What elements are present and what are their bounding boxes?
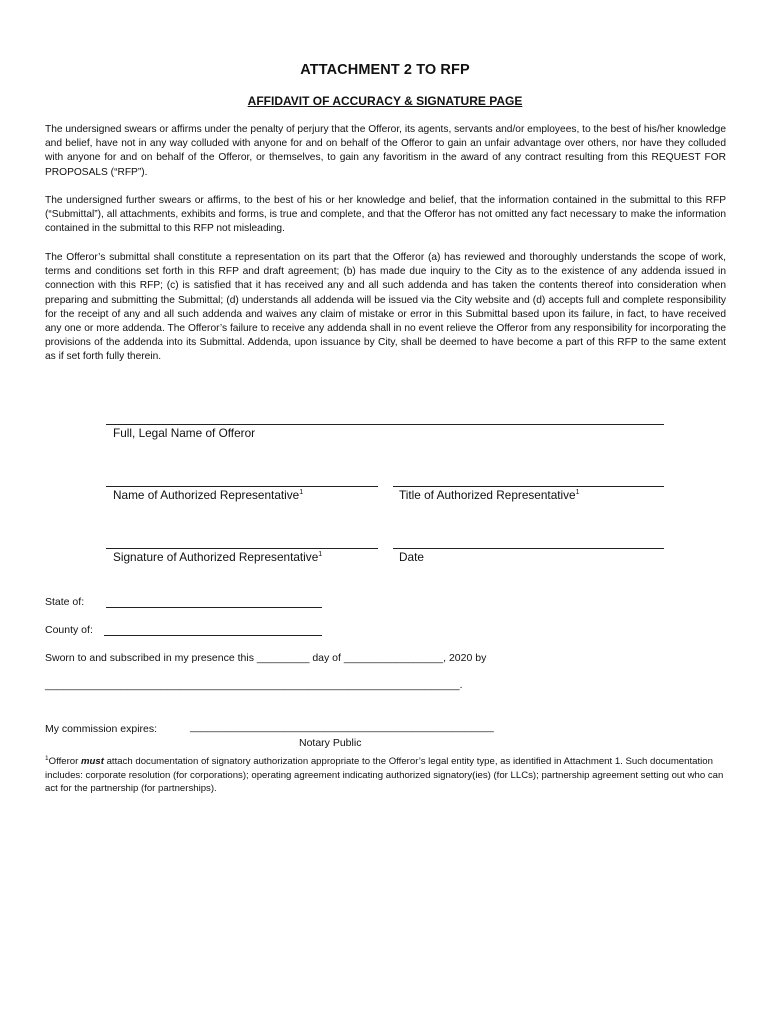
footnote-number: 1 — [45, 754, 49, 762]
paragraph-accuracy: The undersigned further swears or affirms, to the best of his or her knowledge and belief, that the information contained in the submittal to this RFP (“Submittal”), all attachments, exhibits and forms, is true and complete, and that the Offeror has not omitted any fact necessary to make the information contained in the submittal to this RFP not misleading. — [45, 195, 726, 235]
footnote-emphasis: must — [80, 756, 104, 767]
rep-name-signature-line[interactable] — [106, 486, 378, 487]
county-label: County of: — [45, 624, 93, 636]
paragraph-addenda: The Offeror’s submittal shall constitute a representation on its part that the Offeror (a) has reviewed and thoroughly understands the scope of work, terms and conditions set forth in this RFP and draft agreement; (b) has made due inquiry to the City as to the existence of any addenda issued in connection with this RFP; (c) is satisfied that it has received any and all such addenda and has taken the contents thereof into consideration when preparing and submitting the Submittal; (d) understands all addenda will be issued via the City website and (d) accepts full and complete responsibility for the receipt of any and all such addenda and waives any claim of mistake or error in this Submittal based upon its failure, in fact, to have received any one or more addenda. The Offeror’s failure to receive any addenda shall in no event relieve the Offeror from any responsibility for incorporating the provisions of the addenda into its Submittal. Addenda, upon issuance by City, shall be deemed to have become a part of this RFP to the same extent as if set forth fully therein. — [45, 252, 726, 363]
page-subtitle: AFFIDAVIT OF ACCURACY & SIGNATURE PAGE — [247, 94, 523, 108]
date-signature-line[interactable] — [393, 548, 664, 549]
footnote: $^1$Offeror must attach documentation of signatory authorization appropriate to the Offeror’s legal entity type, as identified in Attachment 1. Such documentation includes: corporate resolution (for corporations); operating agreement indicating authorized signatory(ies) (for LLCs); partnership agreement setting out who can act for the partnership (for partnerships). — [45, 754, 724, 794]
rep-signature-label: Signature of Authorized Representative$^1$ — [113, 550, 323, 564]
date-label: Date — [399, 550, 424, 564]
footnote-mark: 1 — [575, 489, 580, 497]
paragraph-collusion: The undersigned swears or affirms under the penalty of perjury that the Offeror, its agents, servants and/or employees, to the best of his/her knowledge and belief, have not in any way colluded with anyone for and on behalf of the Offeror to gain an unfair advantage over others, nor have they colluded with anyone for and on behalf of the Offeror, or themselves, to gain any favoritism in the award of any contract resulting from this REQUEST FOR PROPOSALS (“RFP”). — [45, 124, 726, 178]
sworn-statement: Sworn to and subscribed in my presence this _________ day of _________________, 2020 by — [45, 652, 487, 664]
full-name-label: Full, Legal Name of Offeror — [113, 426, 256, 440]
sworn-by-line: _______________________________________________________________________. — [45, 679, 463, 691]
footnote-mark: 1 — [299, 489, 304, 497]
commission-label: My commission expires: — [45, 723, 158, 735]
state-field-line[interactable] — [106, 607, 322, 608]
state-label: State of: — [45, 596, 85, 608]
full-name-signature-line[interactable] — [106, 424, 664, 425]
footnote-mark: 1 — [318, 551, 323, 559]
rep-title-label: Title of Authorized Representative$^1$ — [399, 488, 580, 502]
notary-signature-line[interactable]: ____________________________________________________ — [190, 721, 494, 733]
county-field-line[interactable] — [104, 635, 322, 636]
notary-public-label: Notary Public — [299, 737, 362, 749]
rep-name-label: Name of Authorized Representative$^1$ — [113, 488, 304, 502]
rep-signature-line[interactable] — [106, 548, 378, 549]
page-title: ATTACHMENT 2 TO RFP — [300, 62, 470, 78]
rep-title-signature-line[interactable] — [393, 486, 664, 487]
